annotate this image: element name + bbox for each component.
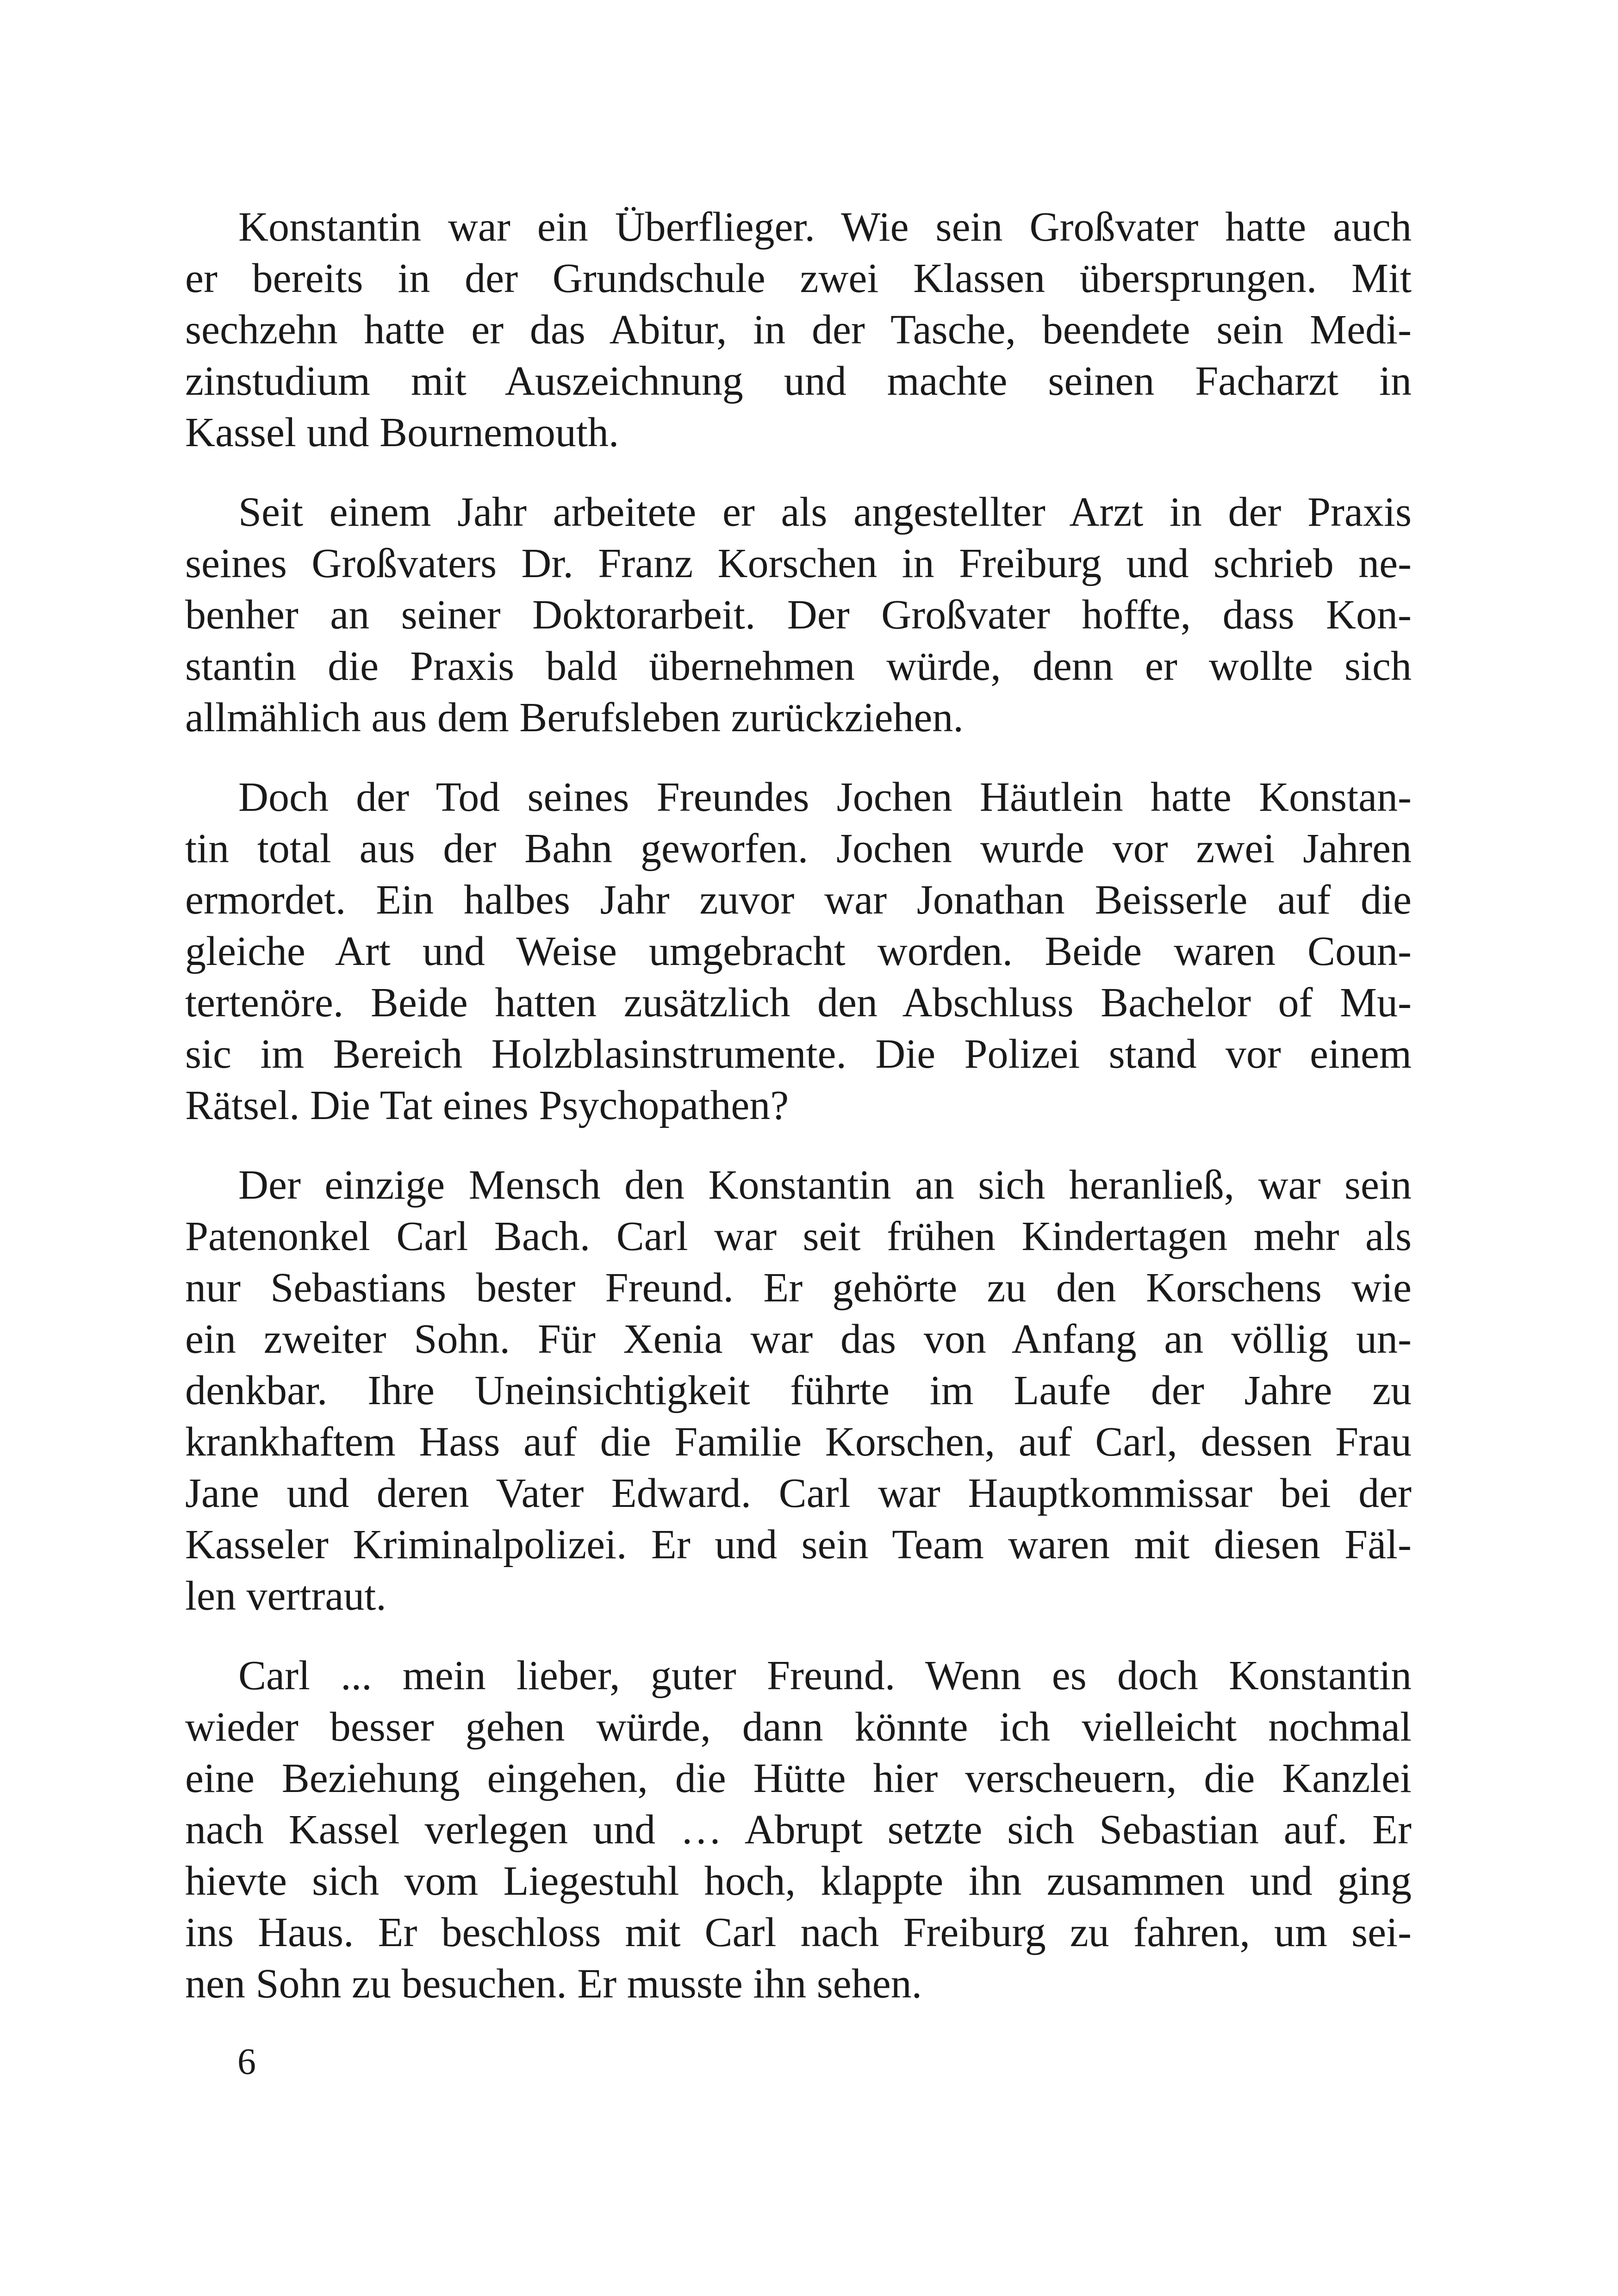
text-line: ins Haus. Er beschloss mit Carl nach Freiburg zu fahren, um sei- xyxy=(185,1910,1412,1955)
text-line: er bereits in der Grundschule zwei Klassen übersprungen. Mit xyxy=(185,255,1412,301)
text-line: tertenöre. Beide hatten zusätzlich den Abschluss Bachelor of Mu- xyxy=(185,980,1412,1026)
paragraph-3 xyxy=(185,772,1412,1131)
text-line: Doch der Tod seines Freundes Jochen Häutlein hatte Konstan- xyxy=(238,774,1412,820)
text-line: gleiche Art und Weise umgebracht worden. Beide waren Coun- xyxy=(185,928,1412,974)
paragraph-5 xyxy=(185,1650,1412,2010)
text-line: ein zweiter Sohn. Für Xenia war das von Anfang an völlig un- xyxy=(185,1316,1412,1362)
text-line: Carl ... mein lieber, guter Freund. Wenn es doch Konstantin xyxy=(238,1653,1412,1699)
text-line: hievte sich vom Liegestuhl hoch, klappte ihn zusammen und ging xyxy=(185,1858,1412,1904)
text-line: nur Sebastians bester Freund. Er gehörte zu den Korschens wie xyxy=(185,1265,1412,1311)
text-line: krankhaftem Hass auf die Familie Korschen, auf Carl, dessen Frau xyxy=(185,1419,1412,1465)
text-line: sechzehn hatte er das Abitur, in der Tasche, beendete sein Medi- xyxy=(185,307,1412,353)
page-body xyxy=(185,201,1412,2038)
text-line: Rätsel. Die Tat eines Psychopathen? xyxy=(185,1083,789,1128)
text-line: Der einzige Mensch den Konstantin an sich heranließ, war sein xyxy=(238,1162,1412,1208)
text-line: tin total aus der Bahn geworfen. Jochen wurde vor zwei Jahren xyxy=(185,826,1412,871)
text-line: nach Kassel verlegen und … Abrupt setzte sich Sebastian auf. Er xyxy=(185,1807,1412,1853)
paragraph-1 xyxy=(185,201,1412,458)
text-line: Kasseler Kriminalpolizei. Er und sein Team waren mit diesen Fäl- xyxy=(185,1522,1412,1568)
text-line: zinstudium mit Auszeichnung und machte seinen Facharzt in xyxy=(185,358,1412,404)
text-line: Kassel und Bournemouth. xyxy=(185,410,619,455)
paragraph-4 xyxy=(185,1159,1412,1622)
text-line: sic im Bereich Holzblasinstrumente. Die Polizei stand vor einem xyxy=(185,1031,1412,1077)
text-line: len vertraut. xyxy=(185,1573,386,1619)
text-line: denkbar. Ihre Uneinsichtigkeit führte im Laufe der Jahre zu xyxy=(185,1368,1412,1413)
text-line: Jane und deren Vater Edward. Carl war Hauptkommissar bei der xyxy=(185,1470,1412,1516)
text-line: wieder besser gehen würde, dann könnte ich vielleicht nochmal xyxy=(185,1704,1412,1750)
text-line: benher an seiner Doktorarbeit. Der Großvater hoffte, dass Kon- xyxy=(185,592,1412,638)
text-line: stantin die Praxis bald übernehmen würde, denn er wollte sich xyxy=(185,643,1412,689)
text-line: ermordet. Ein halbes Jahr zuvor war Jonathan Beisserle auf die xyxy=(185,877,1412,923)
text-line: eine Beziehung eingehen, die Hütte hier verscheuern, die Kanzlei xyxy=(185,1755,1412,1801)
text-line: seines Großvaters Dr. Franz Korschen in Freiburg und schrieb ne- xyxy=(185,541,1412,586)
text-line: Seit einem Jahr arbeitete er als angestellter Arzt in der Praxis xyxy=(238,489,1412,535)
text-line: allmählich aus dem Berufsleben zurückziehen. xyxy=(185,695,964,740)
page-number: 6 xyxy=(237,2041,256,2082)
paragraph-2 xyxy=(185,486,1412,743)
text-line: Konstantin war ein Überflieger. Wie sein Großvater hatte auch xyxy=(238,204,1412,250)
text-line: nen Sohn zu besuchen. Er musste ihn sehen. xyxy=(185,1961,922,2007)
text-line: Patenonkel Carl Bach. Carl war seit frühen Kindertagen mehr als xyxy=(185,1213,1412,1259)
